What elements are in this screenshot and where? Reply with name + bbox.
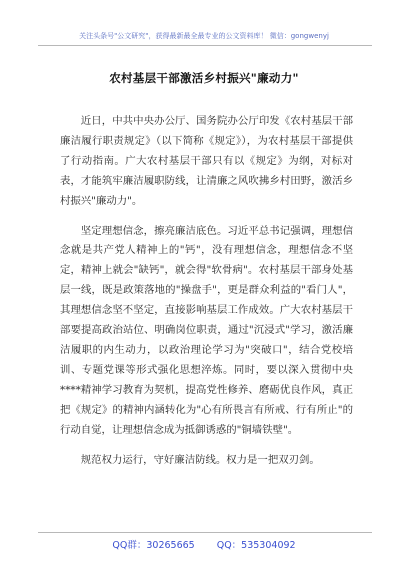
- page-title: 农村基层干部激活乡村振兴"廉动力": [109, 71, 299, 85]
- header-divider: [38, 45, 372, 46]
- footer-qq-group: QQ群：30265665: [112, 540, 195, 551]
- document-body: [60, 112, 353, 470]
- paragraph-3: 规范权力运行，守好廉洁防线。权力是一把双刃剑。: [80, 453, 320, 466]
- footer-divider: [38, 532, 372, 533]
- header-note: 关注头条号"公文研究"，获得最新最全最专业的公文资料库！ 微信：gongwenyj: [79, 32, 329, 40]
- paragraph-2: 坚定理想信念，擦亮廉洁底色。习近平总书记强调，理想信念就是共产党人精神上的"钙"，没有理想信念，理想信念不坚定，精神上就会"缺钙"，就会得"软骨病"。农村基层干部身处基层一线，既是政策落地的"操盘手"，更是群众利益的"看门人"，其理想信念坚不坚定，直接影响基层工作成效。广大农村基层干部要提高政治站位、明确岗位职责，通过"沉浸式"学习，激活廉洁履职的内生动力，以政治理论学习为"突破口"，结合党校培训、专题党课等形式强化思想淬炼。同时，要以深入贯彻中央****精神学习教育为契机，提高党性修养、磨砺优良作风，真正把《规定》的精神内涵转化为"心有所畏言有所戒、行有所止"的行动自觉，让理想信念成为抵御诱惑的"铜墙铁壁"。: [60, 224, 353, 436]
- footer: [0, 537, 408, 551]
- footer-qq-number: QQ：535304092: [216, 540, 296, 551]
- paragraph-1: 近日，中共中央办公厅、国务院办公厅印发《农村基层干部廉洁履行职责规定》（以下简称《规定》），为农村基层干部提供了行动指南。广大农村基层干部只有以《规定》为纲，对标对表，才能筑牢廉洁履职防线，让清廉之风吹拂乡村田野，激活乡村振兴"廉动力"。: [60, 115, 353, 207]
